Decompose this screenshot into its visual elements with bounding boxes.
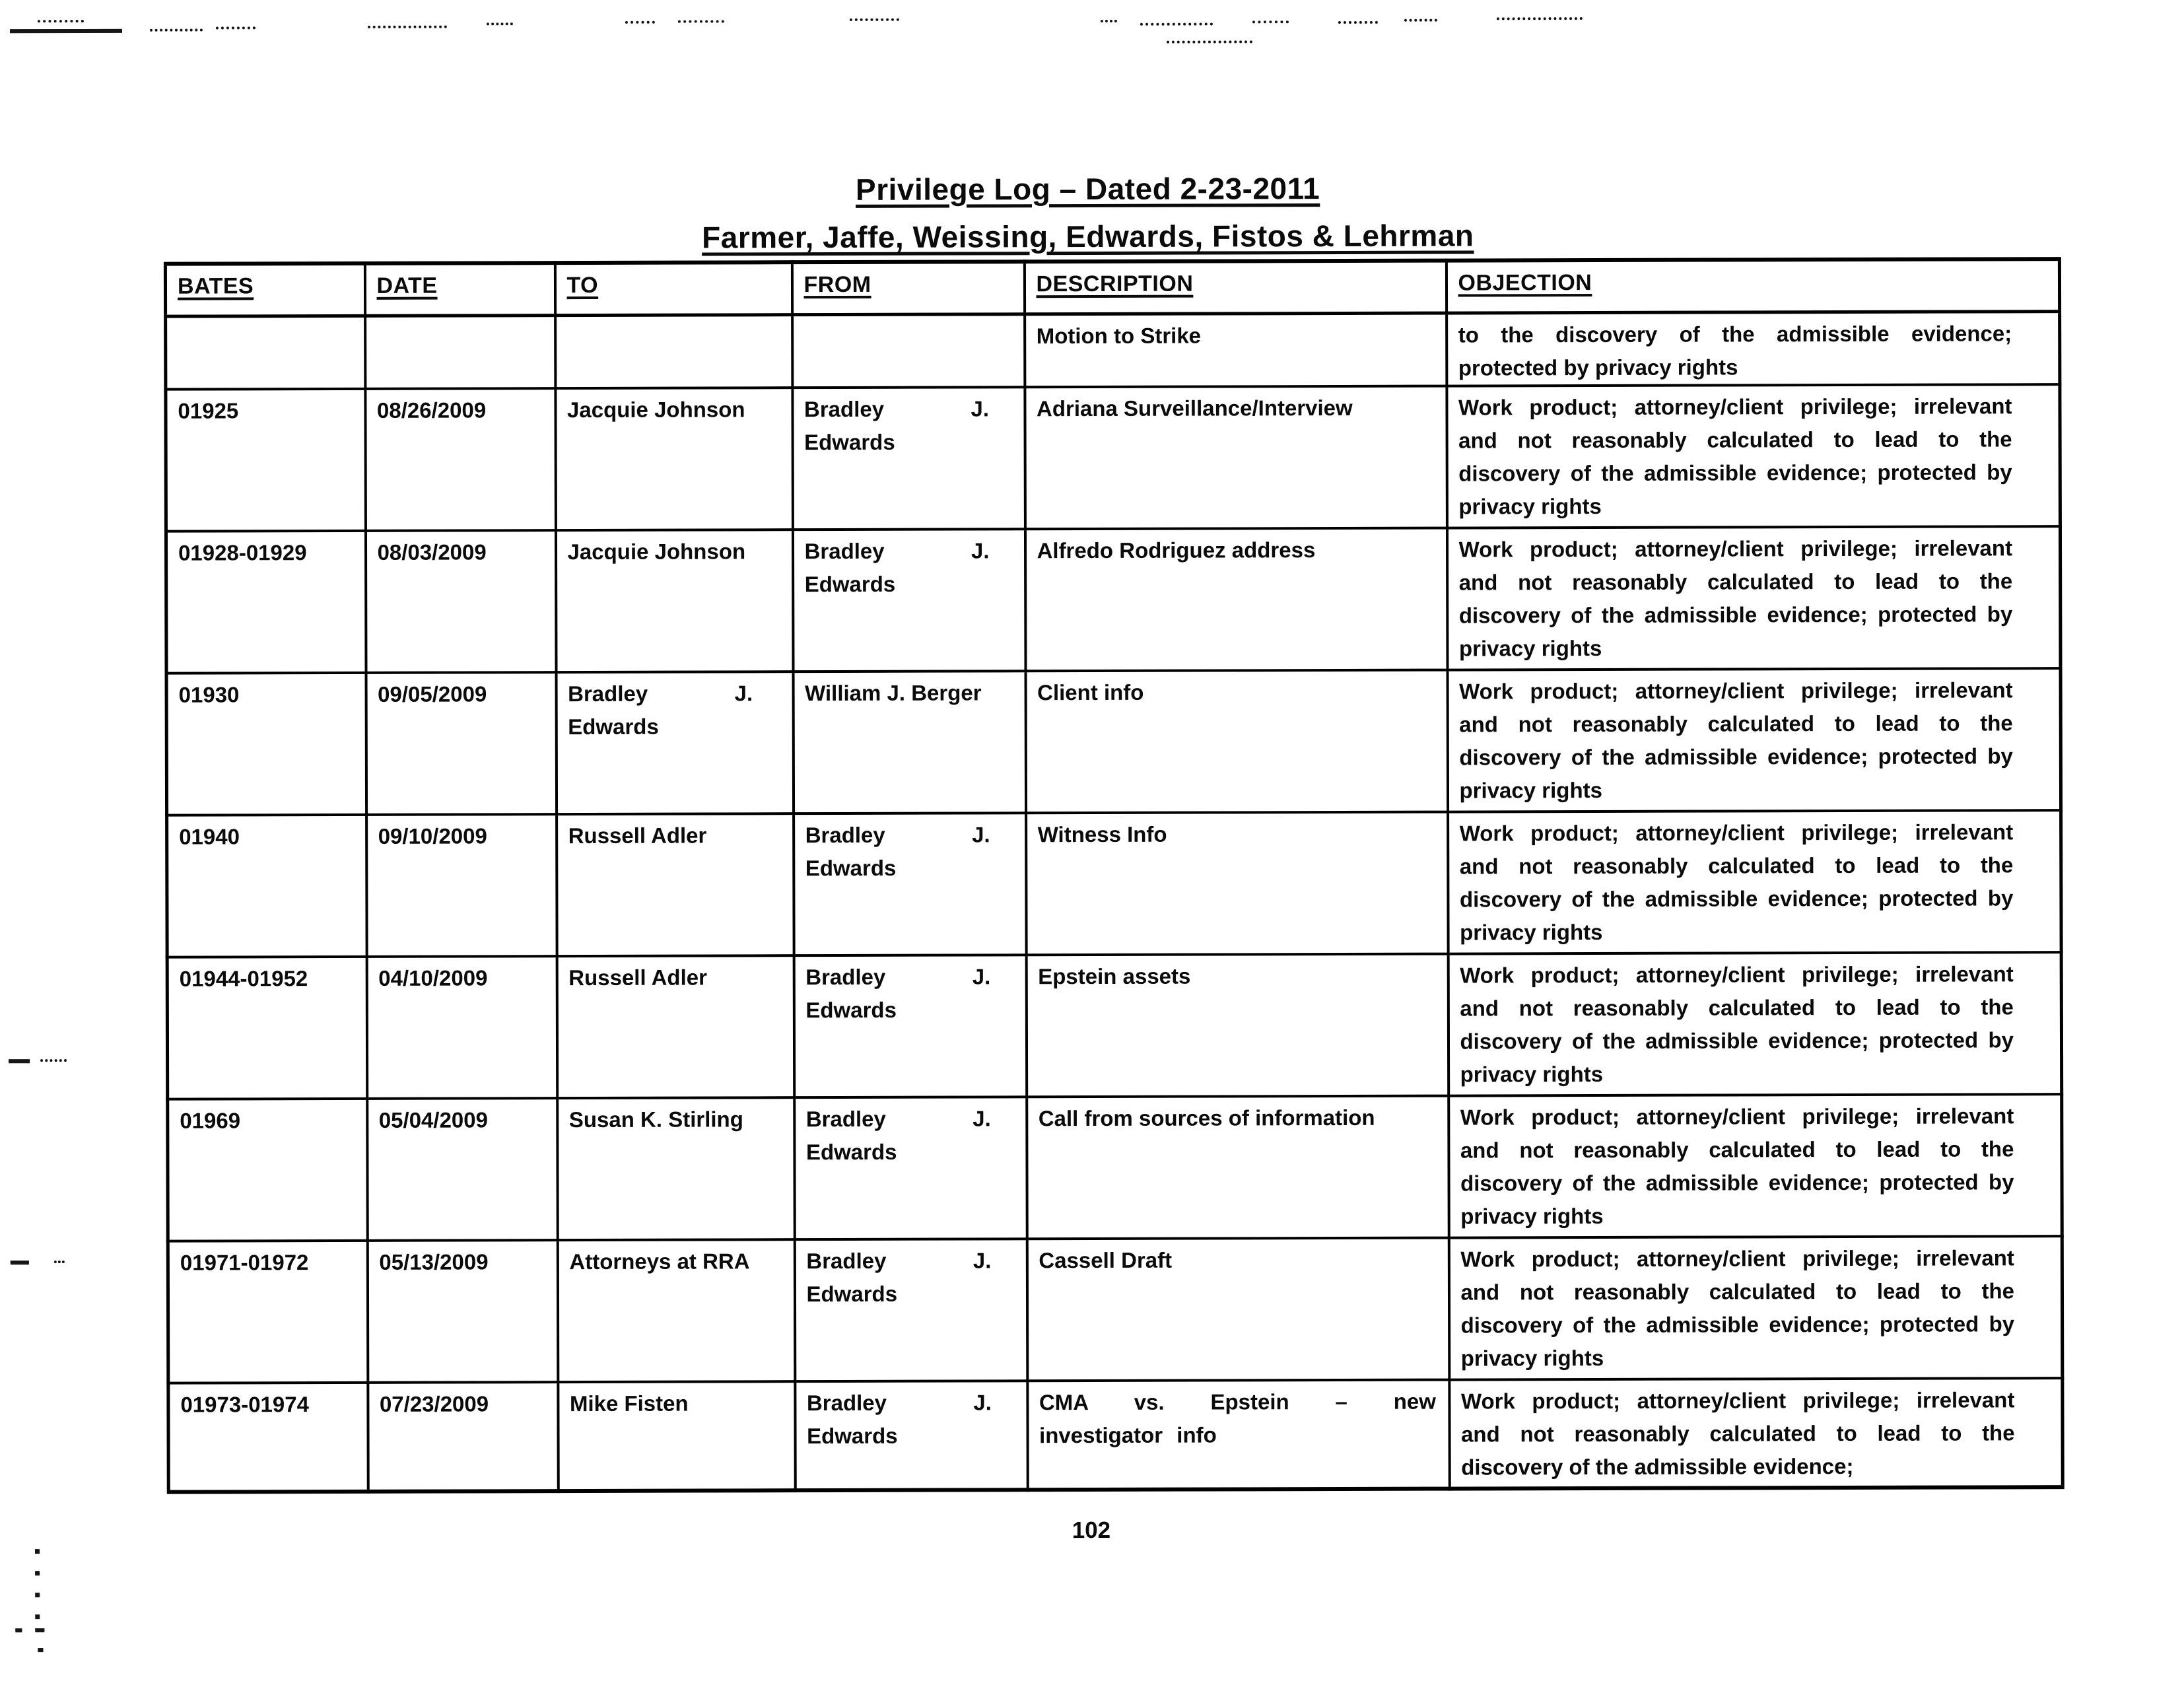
- page-number: 102: [1072, 1517, 1111, 1544]
- cell-from: Bradley J. Edwards: [795, 1381, 1027, 1490]
- cell-from: Bradley J. Edwards: [792, 529, 1025, 672]
- cell-bates: 01928-01929: [166, 531, 366, 674]
- document-title: Privilege Log – Dated 2-23-2011: [855, 171, 1320, 207]
- cell-bates: 01930: [166, 673, 366, 815]
- column-header-date-label: DATE: [376, 273, 438, 298]
- log-row: [168, 1236, 2063, 1383]
- cell-objection: Work product; attorney/client privilege; irrelevant and not reasonably calculated to lead to the discovery of the admissible evidence; protected by privacy rights: [1447, 668, 2061, 812]
- cell-to: Jacquie Johnson: [555, 530, 793, 672]
- scan-artifact: [1101, 20, 1117, 22]
- scan-artifact: [40, 1059, 67, 1062]
- cell-bates: 01940: [167, 815, 367, 957]
- column-header-objection-label: OBJECTION: [1458, 270, 1592, 296]
- cell-date: 07/23/2009: [368, 1382, 558, 1492]
- scan-artifact: [10, 29, 122, 33]
- scan-artifact: [150, 29, 203, 32]
- cell-from: Bradley J. Edwards: [794, 1239, 1027, 1381]
- cell-description: Call from sources of information: [1027, 1096, 1449, 1239]
- cell-to: Mike Fisten: [558, 1381, 795, 1491]
- scan-artifact: [1140, 23, 1213, 26]
- cell-date: 08/03/2009: [365, 530, 556, 673]
- cell-from: [792, 314, 1025, 388]
- cell-bates: 01971-01972: [168, 1241, 368, 1383]
- scan-artifact: [1167, 40, 1252, 43]
- cell-objection: Work product; attorney/client privilege; irrelevant and not reasonably calculated to lead to the discovery of the admissible evidence; protected by privacy rights: [1447, 384, 2061, 528]
- cell-to: [555, 315, 792, 388]
- log-row: [168, 1378, 2063, 1492]
- cell-to: Susan K. Stirling: [557, 1097, 795, 1240]
- cell-description: Adriana Surveillance/Interview: [1025, 386, 1447, 530]
- log-row: [166, 312, 2060, 390]
- cell-description: CMA vs. Epstein – new investigator info: [1027, 1380, 1449, 1490]
- log-row: [167, 810, 2062, 957]
- scan-artifact: [38, 20, 84, 22]
- cell-to: Jacquie Johnson: [555, 388, 793, 530]
- scan-artifact: [1404, 19, 1437, 22]
- cell-bates: [166, 316, 365, 389]
- cell-objection: Work product; attorney/client privilege; irrelevant and not reasonably calculated to lead to the discovery of the admissible evidence; protected by privacy rights: [1448, 810, 2062, 953]
- cell-from: Bradley J. Edwards: [792, 387, 1025, 530]
- cell-to: Russell Adler: [557, 955, 794, 1098]
- cell-date: 04/10/2009: [366, 956, 557, 1099]
- column-header-objection: [1446, 259, 2059, 313]
- scan-artifact: [9, 1059, 30, 1063]
- column-header-bates: [165, 263, 364, 316]
- cell-objection: Work product; attorney/client privilege; irrelevant and not reasonably calculated to lead to the discovery of the admissible evidence; protected by privacy rights: [1449, 1236, 2063, 1379]
- cell-objection: Work product; attorney/client privilege; irrelevant and not reasonably calculated to lead to the discovery of the admissible evidence; protected by privacy rights: [1448, 952, 2062, 1095]
- cell-description: Witness Info: [1026, 812, 1449, 955]
- scan-artifact: [35, 1549, 40, 1636]
- log-row: [166, 668, 2061, 815]
- column-header-from-label: FROM: [803, 271, 871, 298]
- table-header-row: [165, 259, 2059, 316]
- scan-artifact: [1497, 17, 1583, 20]
- scan-artifact: [487, 22, 513, 25]
- log-row: [166, 384, 2061, 532]
- cell-objection: Work product; attorney/client privilege; irrelevant and not reasonably calculated to lead to the discovery of the admissible evidence;: [1449, 1378, 2063, 1488]
- scan-artifact: [35, 1628, 44, 1632]
- cell-objection: Work product; attorney/client privilege; irrelevant and not reasonably calculated to lead to the discovery of the admissible evidence; protected by privacy rights: [1447, 526, 2061, 670]
- cell-date: 05/13/2009: [367, 1240, 558, 1383]
- column-header-description: [1024, 261, 1446, 314]
- scan-artifact: [54, 1261, 65, 1263]
- cell-from: William J. Berger: [793, 671, 1026, 813]
- column-header-description-label: DESCRIPTION: [1036, 271, 1194, 297]
- cell-bates: 01973-01974: [168, 1383, 368, 1492]
- column-header-date: [364, 263, 555, 316]
- log-row: [167, 952, 2062, 1099]
- column-header-to: [555, 262, 792, 315]
- scan-artifact: [850, 18, 899, 21]
- cell-bates: 01969: [168, 1099, 368, 1241]
- cell-date: 09/05/2009: [366, 672, 557, 815]
- scan-artifact: [1252, 20, 1289, 23]
- cell-to: Attorneys at RRA: [557, 1239, 795, 1382]
- cell-objection: Work product; attorney/client privilege; irrelevant and not reasonably calculated to lead to the discovery of the admissible evidence; protected by privacy rights: [1449, 1094, 2063, 1237]
- cell-description: Client info: [1025, 670, 1448, 813]
- cell-date: 05/04/2009: [367, 1098, 558, 1241]
- document-header: [157, 162, 2019, 262]
- cell-date: [365, 316, 555, 389]
- cell-from: Bradley J. Edwards: [794, 1097, 1027, 1239]
- scan-artifact: [368, 26, 447, 28]
- column-header-from: [792, 261, 1024, 314]
- cell-description: Alfredo Rodriguez address: [1025, 528, 1447, 672]
- column-header-to-label: TO: [566, 272, 599, 298]
- cell-date: 09/10/2009: [366, 814, 557, 957]
- cell-to: Russell Adler: [557, 813, 794, 956]
- cell-bates: 01944-01952: [167, 957, 367, 1099]
- column-header-bates-label: BATES: [177, 273, 254, 299]
- scan-artifact: [625, 21, 655, 24]
- cell-to: Bradley J. Edwards: [556, 672, 794, 814]
- scan-artifact: [678, 20, 724, 22]
- document-subtitle: Farmer, Jaffe, Weissing, Edwards, Fistos & Lehrman: [702, 218, 1474, 255]
- cell-date: 08/26/2009: [365, 388, 556, 531]
- scan-artifact: [1338, 21, 1378, 24]
- cell-from: Bradley J. Edwards: [794, 955, 1027, 1097]
- cell-description: Motion to Strike: [1025, 313, 1447, 387]
- scan-artifact: [216, 26, 256, 29]
- scan-artifact: [11, 1261, 29, 1264]
- log-row: [168, 1094, 2063, 1241]
- log-row: [166, 526, 2061, 674]
- cell-objection: to the discovery of the admissible evidence; protected by privacy rights: [1447, 312, 2060, 386]
- cell-from: Bradley J. Edwards: [794, 813, 1027, 955]
- privilege-log-table: [164, 257, 2065, 1494]
- cell-description: Epstein assets: [1026, 954, 1449, 1097]
- scan-artifact: [38, 1648, 43, 1652]
- cell-description: Cassell Draft: [1027, 1238, 1449, 1381]
- cell-bates: 01925: [166, 389, 366, 532]
- scan-artifact: [15, 1628, 22, 1632]
